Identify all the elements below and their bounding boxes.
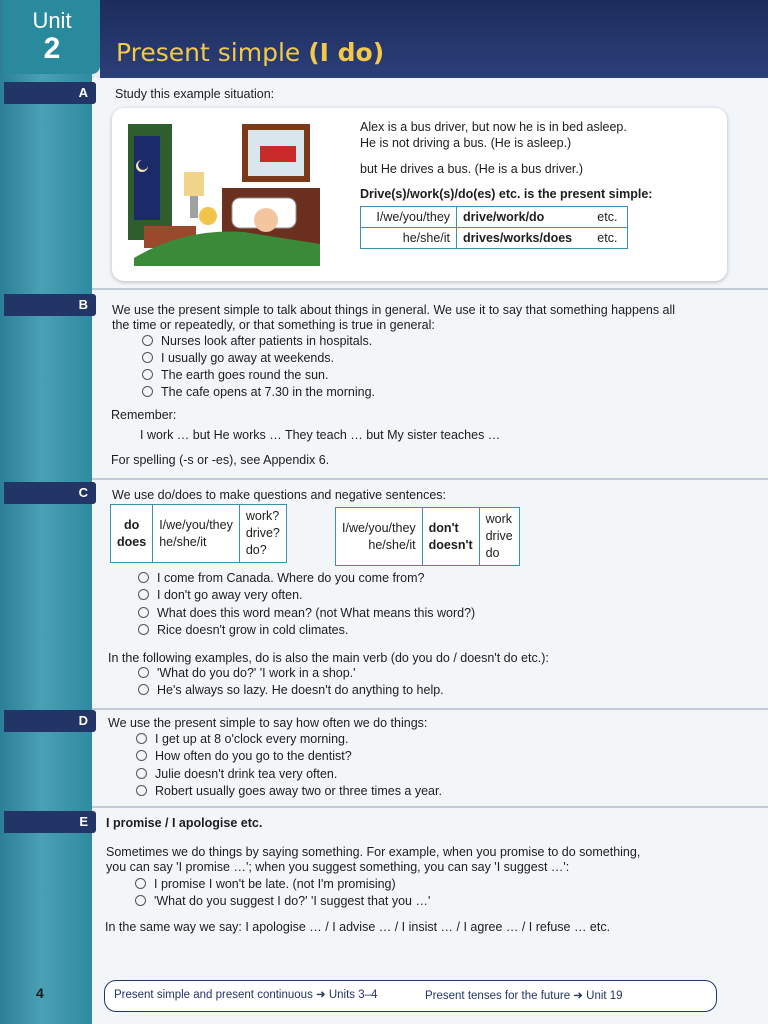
section-e-closing: In the same way we say: I apologise … / I advise … / I insist … / I agree … / I refuse … etc. — [105, 920, 611, 934]
page-header — [100, 0, 768, 78]
bullet-icon — [142, 386, 153, 397]
section-e-intro-2: you can say 'I promise …'; when you suggest something, you can say 'I suggest …': — [106, 860, 570, 874]
page-number: 4 — [36, 985, 44, 1001]
example-item: The cafe opens at 7.30 in the morning. — [142, 384, 375, 400]
subject-cell: I/we/you/they he/she/it — [336, 508, 423, 566]
cross-ref-link-units-3-4[interactable]: Present simple and present continuous ➜ Units 3–4 — [114, 989, 378, 1001]
cell-subject: he/she/it — [361, 228, 457, 249]
example-item: 'What do you suggest I do?' 'I suggest that you …' — [135, 893, 430, 909]
situation-line-3: but He drives a bus. (He is a bus driver.) — [360, 162, 584, 176]
example-item: Robert usually goes away two or three times a year. — [136, 783, 442, 799]
example-item: 'What do you do?' 'I work in a shop.' — [138, 665, 356, 681]
remember-label: Remember: — [111, 408, 177, 422]
section-e-heading: I promise / I apologise etc. — [106, 816, 263, 830]
cell-etc: etc. — [591, 207, 627, 228]
example-item: What does this word mean? (not What means this word?) — [138, 605, 475, 621]
section-d-intro: We use the present simple to say how often we do things: — [108, 716, 428, 730]
cell-verbs: drive/work/do — [457, 207, 592, 228]
bullet-icon — [138, 572, 149, 583]
example-item: Julie doesn't drink tea very often. — [136, 766, 337, 782]
bedroom-illustration — [124, 120, 324, 275]
example-item: I get up at 8 o'clock every morning. — [136, 731, 348, 747]
cross-ref-link-unit-19[interactable]: Present tenses for the future ➜ Unit 19 — [425, 990, 623, 1002]
spelling-note: For spelling (-s or -es), see Appendix 6. — [111, 453, 330, 467]
verb-cell: work? drive? do? — [239, 505, 286, 563]
negative-aux-cell: don't doesn't — [422, 508, 479, 566]
bullet-icon — [135, 878, 146, 889]
situation-line-4: Drive(s)/work(s)/do(es) etc. is the present simple: — [360, 187, 653, 201]
section-divider — [92, 708, 768, 710]
bullet-icon — [142, 352, 153, 363]
section-b-intro-2: the time or repeatedly, or that something is true in general: — [112, 318, 435, 332]
unit-label: Unit — [32, 8, 72, 33]
aux-cell: do does — [111, 505, 153, 563]
example-item: I come from Canada. Where do you come from? — [138, 570, 424, 586]
section-e-intro-1: Sometimes we do things by saying something. For example, when you promise to do something, — [106, 845, 641, 859]
bullet-icon — [138, 684, 149, 695]
cross-reference-box — [104, 980, 717, 1012]
example-item: I usually go away at weekends. — [142, 350, 334, 366]
section-b-intro-1: We use the present simple to talk about things in general. We use it to say that something happens all — [112, 303, 676, 317]
section-divider — [92, 288, 768, 290]
situation-line-1: Alex is a bus driver, but now he is in bed asleep. — [360, 120, 627, 134]
bullet-icon — [138, 607, 149, 618]
example-item: I promise I won't be late. (not I'm promising) — [135, 876, 396, 892]
bullet-icon — [135, 895, 146, 906]
example-item: The earth goes round the sun. — [142, 367, 328, 383]
bullet-icon — [136, 768, 147, 779]
bullet-icon — [142, 335, 153, 346]
unit-badge — [4, 0, 100, 74]
bullet-icon — [138, 589, 149, 600]
section-a-intro: Study this example situation: — [115, 87, 275, 101]
negative-forms-table — [335, 507, 520, 566]
bullet-icon — [136, 733, 147, 744]
cell-etc: etc. — [591, 228, 627, 249]
section-tab-d: D — [4, 710, 96, 732]
bullet-icon — [138, 624, 149, 635]
example-item: I don't go away very often. — [138, 587, 303, 603]
left-sidebar — [0, 0, 92, 1024]
bullet-icon — [136, 750, 147, 761]
situation-line-2: He is not driving a bus. (He is asleep.) — [360, 136, 572, 150]
bullet-icon — [142, 369, 153, 380]
section-divider — [92, 478, 768, 480]
unit-number: 2 — [43, 32, 61, 65]
verb-cell: work drive do — [479, 508, 519, 566]
section-c-intro: We use do/does to make questions and negative sentences: — [112, 488, 447, 502]
section-tab-e: E — [4, 811, 96, 833]
section-tab-b: B — [4, 294, 96, 316]
bullet-icon — [136, 785, 147, 796]
question-forms-table — [110, 504, 287, 563]
example-item: How often do you go to the dentist? — [136, 748, 352, 764]
section-divider — [92, 806, 768, 808]
present-simple-forms-table — [360, 206, 628, 249]
page-title: Present simple (I do) — [116, 38, 385, 67]
example-item: Rice doesn't grow in cold climates. — [138, 622, 348, 638]
example-item: He's always so lazy. He doesn't do anything to help. — [138, 682, 444, 698]
section-c-intro-2: In the following examples, do is also the main verb (do you do / doesn't do etc.): — [108, 651, 549, 665]
cell-subject: I/we/you/they — [361, 207, 457, 228]
bullet-icon — [138, 667, 149, 678]
example-item: Nurses look after patients in hospitals. — [142, 333, 372, 349]
remember-line: I work … but He works … They teach … but My sister teaches … — [140, 428, 501, 442]
section-tab-c: C — [4, 482, 96, 504]
section-tab-a: A — [4, 82, 96, 104]
cell-verbs: drives/works/does — [457, 228, 592, 249]
subject-cell: I/we/you/they he/she/it — [153, 505, 240, 563]
